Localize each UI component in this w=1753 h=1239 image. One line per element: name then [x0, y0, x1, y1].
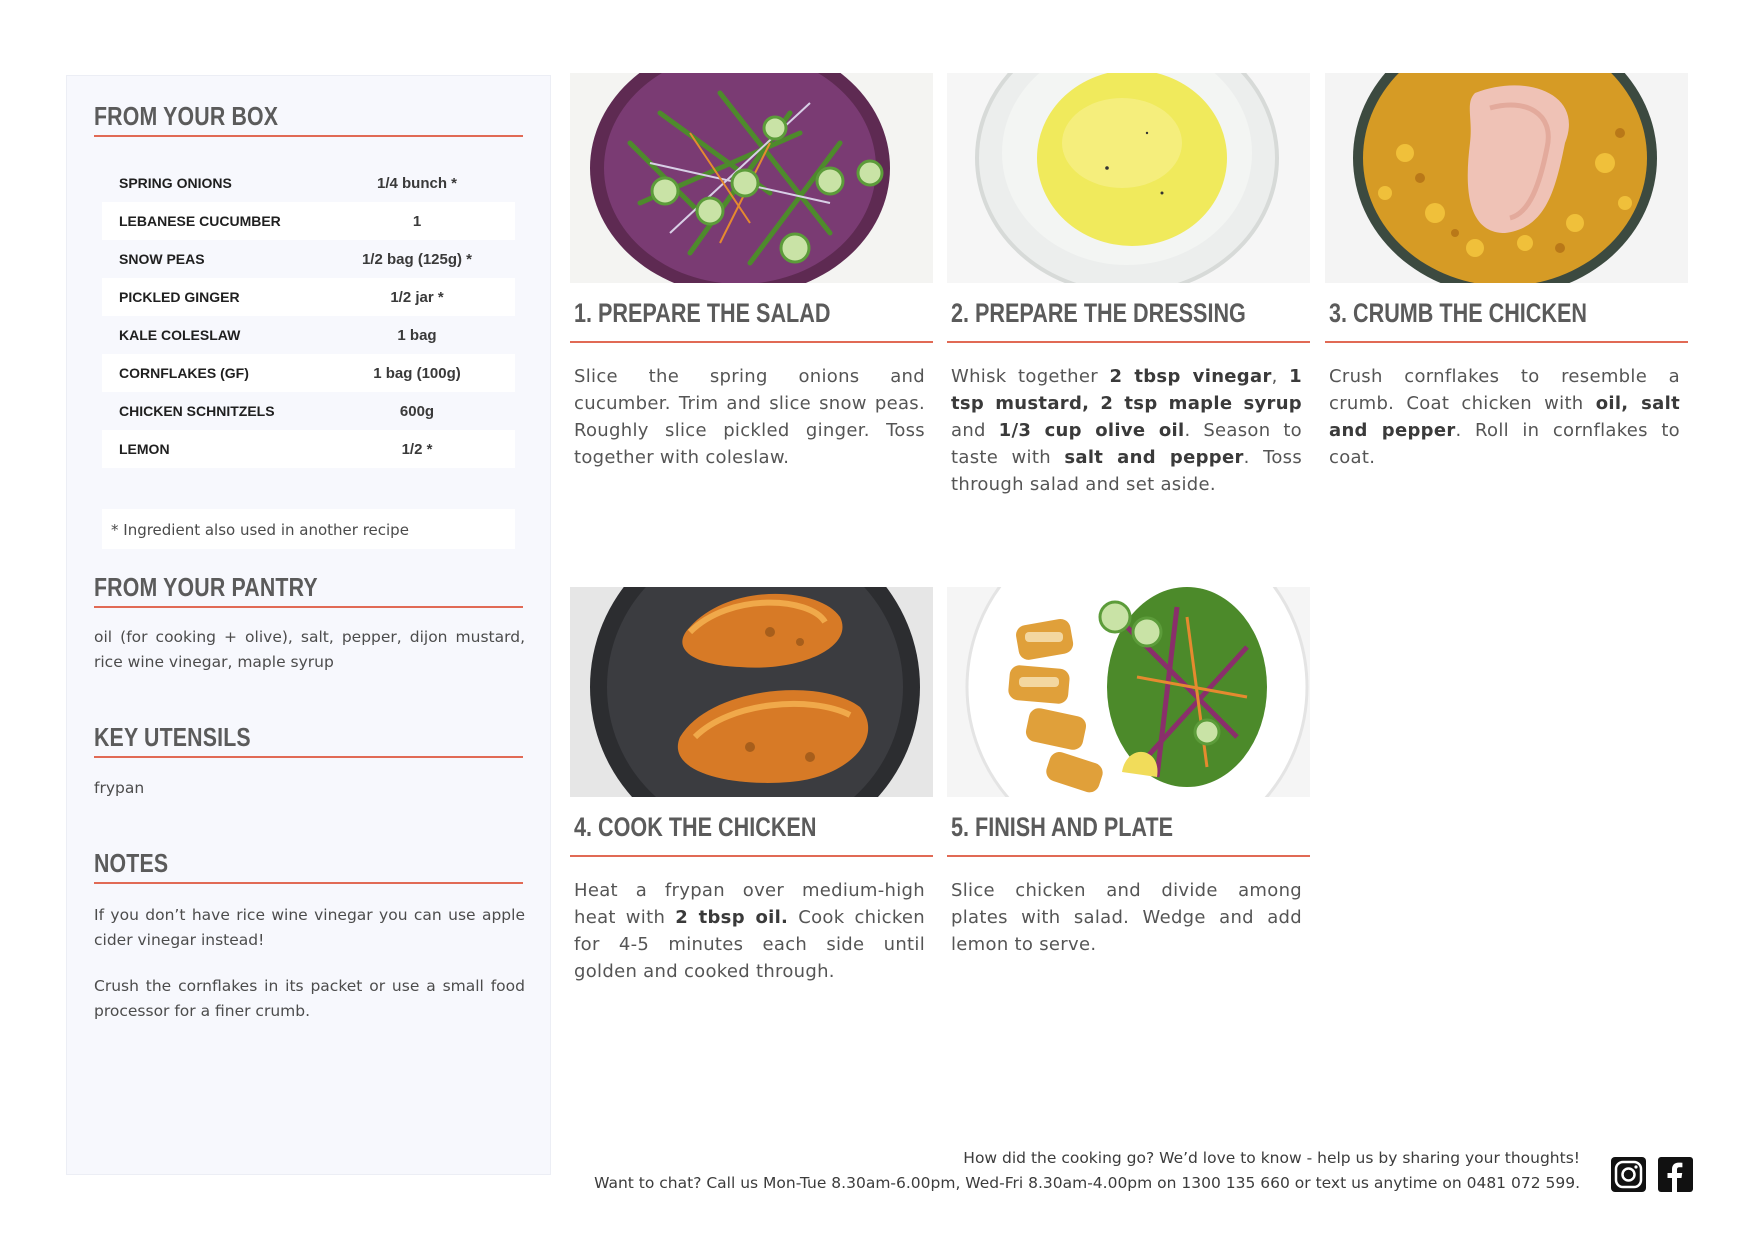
ingredient-name: CORNFLAKES (GF) — [119, 365, 249, 381]
ingredients-panel — [66, 75, 551, 1175]
ingredient-name: LEMON — [119, 441, 170, 457]
step-text-run: Slice the spring onions and cucumber. Trim and slice snow peas. Roughly slice pickled ginger. Toss together with coleslaw. — [574, 366, 925, 468]
contact-text: Want to chat? Call us Mon-Tue 8.30am-6.00pm, Wed-Fri 8.30am-4.00pm on 1300 135 660 or text us anytime on 0481 072 599. — [594, 1174, 1580, 1192]
ingredient-qty: 1/2 * — [401, 440, 433, 458]
step-3 — [1325, 73, 1688, 468]
step-text-run: Slice chicken and divide among plates with salad. Wedge and add lemon to serve. — [951, 880, 1302, 955]
utensils-text: frypan — [94, 779, 145, 797]
step-text-run: Heat a frypan over medium-high heat with — [574, 880, 925, 928]
facebook-icon[interactable] — [1658, 1157, 1693, 1192]
step-5 — [947, 587, 1310, 955]
ingredient-qty: 1/4 bunch * — [376, 174, 458, 192]
step-text — [951, 363, 1302, 498]
step-title: 1. PREPARE THE SALAD — [574, 298, 831, 328]
ingredient-qty: 1/2 bag (125g) * — [361, 250, 473, 268]
heading-rule — [94, 135, 523, 137]
box-heading: FROM YOUR BOX — [94, 101, 279, 131]
bold-ingredient: salt and pepper — [1064, 447, 1244, 468]
feedback-text: How did the cooking go? We’d love to know - help us by sharing your thoughts! — [963, 1149, 1580, 1167]
crumb-photo — [1325, 73, 1688, 283]
note-1: If you don’t have rice wine vinegar you can use apple cider vinegar instead! — [94, 906, 525, 949]
utensils-heading: KEY UTENSILS — [94, 722, 251, 752]
step-2 — [947, 73, 1310, 495]
bold-ingredient: 2 tbsp oil. — [675, 907, 789, 928]
step-text — [574, 877, 925, 985]
ingredient-row — [102, 278, 515, 316]
step-text-run: . Season to taste with — [951, 420, 1302, 468]
bold-ingredient: 2 tbsp vinegar — [1109, 366, 1272, 387]
step-text-run: . Toss through salad and set aside. — [951, 447, 1302, 495]
ingredient-name: CHICKEN SCHNITZELS — [119, 403, 275, 419]
step-title: 2. PREPARE THE DRESSING — [951, 298, 1246, 328]
ingredient-qty: 1 bag (100g) — [373, 364, 461, 382]
step-rule — [947, 855, 1310, 857]
ingredient-qty: 1/2 jar * — [390, 288, 444, 306]
ingredient-row — [102, 202, 515, 240]
ingredient-row — [102, 240, 515, 278]
ingredient-name: KALE COLESLAW — [119, 327, 241, 343]
step-text-run: and — [951, 420, 999, 441]
step-text-run: , — [1271, 366, 1290, 387]
step-text — [574, 363, 925, 471]
ingredient-qty: 600g — [399, 402, 435, 420]
heading-rule — [94, 756, 523, 758]
ingredient-row — [102, 354, 515, 392]
instagram-icon[interactable] — [1611, 1157, 1646, 1192]
pantry-heading: FROM YOUR PANTRY — [94, 572, 318, 602]
ingredient-name: PICKLED GINGER — [119, 289, 240, 305]
ingredient-qty: 1 — [412, 212, 422, 230]
heading-rule — [94, 606, 523, 608]
ingredient-name: SNOW PEAS — [119, 251, 205, 267]
ingredient-footnote: * Ingredient also used in another recipe — [102, 509, 515, 549]
step-text — [951, 877, 1302, 958]
step-title: 5. FINISH AND PLATE — [951, 812, 1174, 842]
step-1 — [570, 73, 933, 468]
step-rule — [947, 341, 1310, 343]
step-4 — [570, 587, 933, 982]
bold-ingredient: oil, salt and pepper — [1329, 393, 1680, 441]
step-rule — [570, 341, 933, 343]
step-text — [1329, 363, 1680, 471]
step-rule — [570, 855, 933, 857]
bold-ingredient: 1 tsp mustard, 2 tsp maple syrup — [951, 366, 1302, 414]
heading-rule — [94, 882, 523, 884]
note-2: Crush the cornflakes in its packet or use a small food processor for a finer crumb. — [94, 977, 525, 1020]
step-text-run: . Roll in cornflakes to coat. — [1329, 420, 1680, 468]
ingredient-row — [102, 430, 515, 468]
ingredient-name: SPRING ONIONS — [119, 175, 232, 191]
ingredient-row — [102, 316, 515, 354]
step-text-run: Crush cornflakes to resemble a crumb. Coat chicken with — [1329, 366, 1680, 414]
step-text-run: Cook chicken for 4-5 minutes each side until golden and cooked through. — [574, 907, 926, 982]
step-title: 3. CRUMB THE CHICKEN — [1329, 298, 1588, 328]
notes-heading: NOTES — [94, 848, 169, 878]
salad-photo — [570, 73, 933, 283]
dressing-photo — [947, 73, 1310, 283]
ingredient-name: LEBANESE CUCUMBER — [119, 213, 281, 229]
ingredient-qty: 1 bag — [397, 326, 437, 344]
ingredient-row — [102, 392, 515, 430]
ingredient-row — [102, 164, 515, 202]
ingredient-table — [102, 164, 515, 468]
plate-photo — [947, 587, 1310, 797]
step-title: 4. COOK THE CHICKEN — [574, 812, 817, 842]
pantry-text: oil (for cooking + olive), salt, pepper, dijon mustard, rice wine vinegar, maple syrup — [94, 628, 525, 671]
step-rule — [1325, 341, 1688, 343]
bold-ingredient: 1/3 cup olive oil — [998, 420, 1185, 441]
frypan-photo — [570, 587, 933, 797]
step-text-run: Whisk together — [951, 366, 1110, 387]
